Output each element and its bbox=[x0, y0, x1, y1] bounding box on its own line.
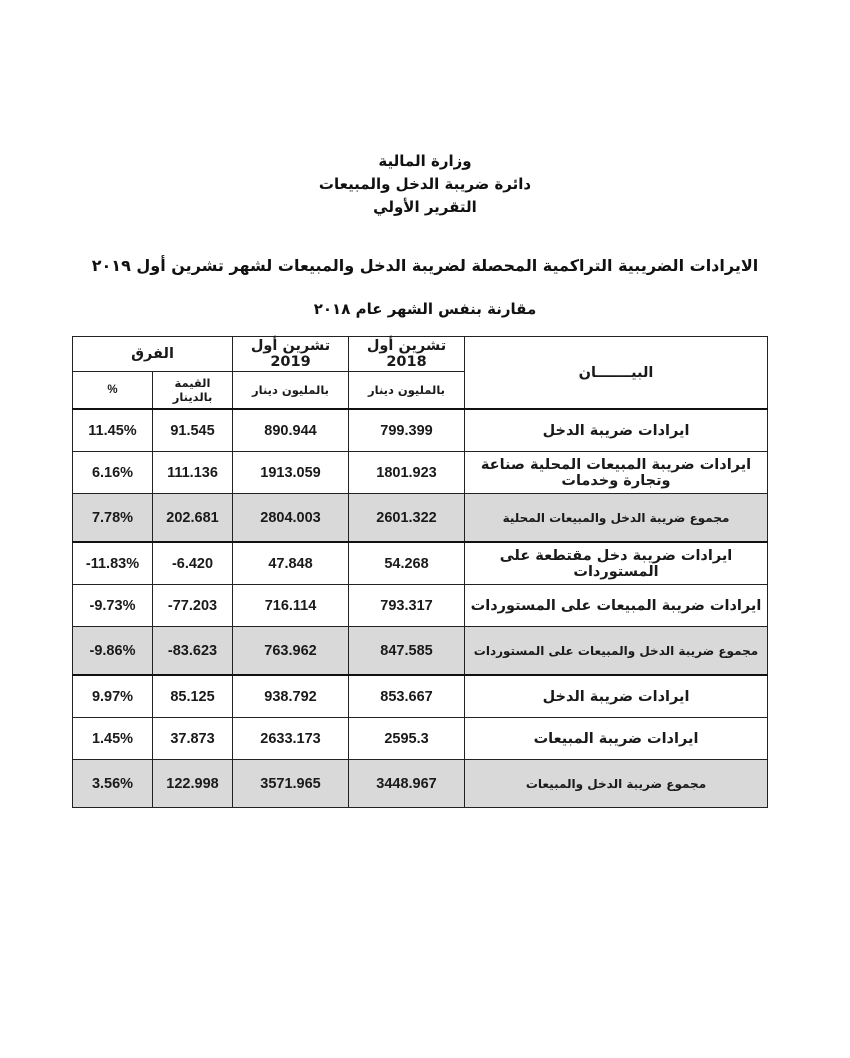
row-label: مجموع ضريبة الدخل والمبيعات bbox=[465, 760, 768, 808]
value-2019-cell: 2633.173 bbox=[233, 718, 349, 760]
diff-pct-cell: 6.16% bbox=[73, 452, 153, 494]
header-unit-2019: بالمليون دينار bbox=[233, 372, 349, 410]
diff-pct-cell: 11.45% bbox=[73, 409, 153, 452]
diff-value-cell: 91.545 bbox=[153, 409, 233, 452]
table-row bbox=[73, 675, 768, 718]
diff-value-cell: -83.623 bbox=[153, 627, 233, 676]
value-2019-cell: 763.962 bbox=[233, 627, 349, 676]
value-2019-cell: 938.792 bbox=[233, 675, 349, 718]
value-2019-cell: 1913.059 bbox=[233, 452, 349, 494]
row-label: ايرادات ضريبة الدخل bbox=[465, 409, 768, 452]
table-row bbox=[73, 542, 768, 585]
diff-value-cell: 111.136 bbox=[153, 452, 233, 494]
row-label: ايرادات ضريبة الدخل bbox=[465, 675, 768, 718]
value-2019-cell: 716.114 bbox=[233, 585, 349, 627]
row-label: مجموع ضريبة الدخل والمبيعات على المستوردات bbox=[465, 627, 768, 676]
table-header-row bbox=[73, 337, 768, 372]
row-label: ايرادات ضريبة المبيعات bbox=[465, 718, 768, 760]
value-2018-cell: 2595.3 bbox=[349, 718, 465, 760]
value-2018-cell: 54.268 bbox=[349, 542, 465, 585]
value-2019-cell: 47.848 bbox=[233, 542, 349, 585]
table-row bbox=[73, 452, 768, 494]
value-2018-cell: 793.317 bbox=[349, 585, 465, 627]
report-header bbox=[0, 150, 850, 219]
revenue-table bbox=[72, 336, 768, 808]
value-2018-cell: 799.399 bbox=[349, 409, 465, 452]
report-subtitle: مقارنة بنفس الشهر عام ٢٠١٨ bbox=[313, 300, 537, 318]
table-total-row bbox=[73, 494, 768, 543]
header-unit-2018: بالمليون دينار bbox=[349, 372, 465, 410]
diff-value-cell: 122.998 bbox=[153, 760, 233, 808]
diff-pct-cell: 1.45% bbox=[73, 718, 153, 760]
diff-pct-cell: -11.83% bbox=[73, 542, 153, 585]
value-2019-cell: 3571.965 bbox=[233, 760, 349, 808]
table-total-row bbox=[73, 760, 768, 808]
table-row bbox=[73, 585, 768, 627]
header-diff: الفرق bbox=[73, 337, 233, 372]
diff-pct-cell: 3.56% bbox=[73, 760, 153, 808]
diff-value-cell: 85.125 bbox=[153, 675, 233, 718]
diff-pct-cell: -9.86% bbox=[73, 627, 153, 676]
diff-pct-cell: 7.78% bbox=[73, 494, 153, 543]
report-type: التقرير الأولي bbox=[373, 198, 477, 216]
value-2018-cell: 847.585 bbox=[349, 627, 465, 676]
department-name: دائرة ضريبة الدخل والمبيعات bbox=[318, 175, 532, 193]
row-label: ايرادات ضريبة المبيعات المحلية صناعة وتجارة وخدمات bbox=[465, 452, 768, 494]
diff-value-cell: -6.420 bbox=[153, 542, 233, 585]
row-label: ايرادات ضريبة المبيعات على المستوردات bbox=[465, 585, 768, 627]
diff-value-cell: 37.873 bbox=[153, 718, 233, 760]
table-total-row bbox=[73, 627, 768, 676]
ministry-name: وزارة المالية bbox=[378, 152, 472, 170]
diff-value-cell: 202.681 bbox=[153, 494, 233, 543]
value-2018-cell: 1801.923 bbox=[349, 452, 465, 494]
value-2019-cell: 2804.003 bbox=[233, 494, 349, 543]
row-label: مجموع ضريبة الدخل والمبيعات المحلية bbox=[465, 494, 768, 543]
header-pct: % bbox=[73, 372, 153, 410]
table-row bbox=[73, 409, 768, 452]
diff-pct-cell: -9.73% bbox=[73, 585, 153, 627]
report-title: الايرادات الضريبية التراكمية المحصلة لضريبة الدخل والمبيعات لشهر تشرين أول ٢٠١٩ bbox=[91, 256, 759, 275]
header-2019: تشرين أول 2019 bbox=[233, 337, 349, 372]
header-item: البيـــــــان bbox=[465, 337, 768, 410]
diff-value-cell: -77.203 bbox=[153, 585, 233, 627]
value-2019-cell: 890.944 bbox=[233, 409, 349, 452]
header-value-jd: القيمة بالدينار bbox=[153, 372, 233, 410]
row-label: ايرادات ضريبة دخل مقتطعة على المستوردات bbox=[465, 542, 768, 585]
value-2018-cell: 853.667 bbox=[349, 675, 465, 718]
header-2018: تشرين أول 2018 bbox=[349, 337, 465, 372]
value-2018-cell: 2601.322 bbox=[349, 494, 465, 543]
value-2018-cell: 3448.967 bbox=[349, 760, 465, 808]
table-row bbox=[73, 718, 768, 760]
diff-pct-cell: 9.97% bbox=[73, 675, 153, 718]
